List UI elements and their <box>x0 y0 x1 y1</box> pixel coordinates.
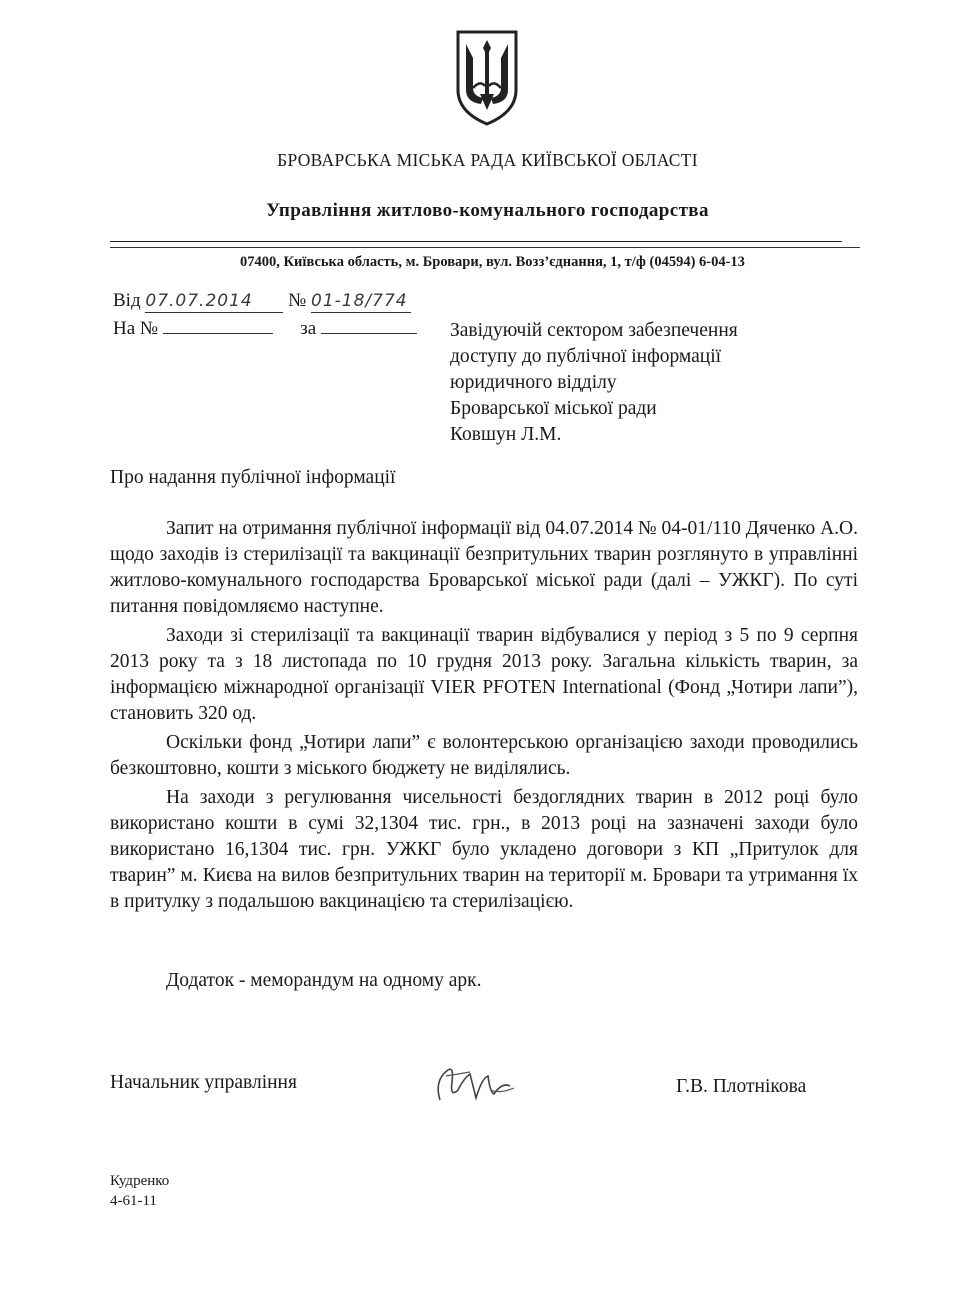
annex-note: Додаток - меморандум на одному арк. <box>166 970 482 991</box>
outgoing-number-field <box>311 290 411 313</box>
addressee-line: юридичного відділу <box>450 372 617 393</box>
addressee-line: доступу до публічної інформації <box>450 346 722 367</box>
addressee-line: Ковшун Л.М. <box>450 424 562 445</box>
executor-name: Кудренко <box>110 1173 170 1189</box>
executor-phone: 4-61-11 <box>110 1193 157 1209</box>
department-name: Управління житлово-комунального господарства <box>266 200 709 221</box>
addressee-line: Завідуючій сектором забезпечення <box>450 320 738 341</box>
department-address: 07400, Київська область, м. Бровари, вул. Возз’єднання, 1, т/ф (04594) 6-04-13 <box>240 254 745 270</box>
ref-date-blank <box>321 333 417 334</box>
body-paragraph: На заходи з регулювання чисельності бездоглядних тварин в 2012 році було використано кошти в сумі 32,1304 тис. грн., в 2013 році на зазначені заходи було використано 16,1304 тис. грн. УЖКГ було укладено договори з КП „Притулок для тварин” м. Києва на вилов безпритульних тварин на території м. Бровари та утримання їх в притулку з подальшою вакцинацією та стерилізацією. <box>110 787 858 912</box>
addressee-block <box>450 318 738 448</box>
outgoing-number: 01-18/774 <box>311 291 408 311</box>
signatory-title: Начальник управління <box>110 1072 297 1093</box>
letter-subject: Про надання публічної інформації <box>110 467 396 488</box>
body-paragraph: Запит на отримання публічної інформації від 04.07.2014 № 04-01/110 Дяченко А.О. щодо заходів із стерилізації та вакцинації безпритульних тварин розглянуто в управлінні житлово-комунального господарства Броварської міської ради (далі – УЖКГ). По суті питання повідомляємо наступне. <box>110 518 858 617</box>
outgoing-date: 07.07.2014 <box>145 291 253 311</box>
header-divider-bottom <box>110 247 860 248</box>
letter-body <box>110 516 858 918</box>
ref-date-label: за <box>300 318 317 339</box>
ref-label: На № <box>113 318 159 339</box>
registration-line <box>113 290 411 313</box>
ref-number-blank <box>163 333 273 334</box>
body-paragraph: Заходи зі стерилізації та вакцинації тварин відбувалися у період з 5 по 9 серпня 2013 року та з 18 листопада по 10 грудня 2013 року. Загальна кількість тварин, за інформацією міжнародної організації VIER PFOTEN International (Фонд „Чотири лапи”), становить 320 од. <box>110 625 858 724</box>
signatory-name: Г.В. Плотнікова <box>676 1076 807 1097</box>
number-label: № <box>288 290 307 311</box>
council-name: БРОВАРСЬКА МІСЬКА РАДА КИЇВСЬКОЇ ОБЛАСТІ <box>277 150 698 170</box>
executor-block <box>110 1171 169 1211</box>
header-divider-top <box>110 241 842 242</box>
handwritten-signature-icon <box>430 1060 520 1110</box>
reference-line <box>113 318 417 340</box>
addressee-line: Броварської міської ради <box>450 398 657 419</box>
trident-emblem-icon <box>452 28 522 128</box>
from-label: Від <box>113 290 141 311</box>
outgoing-date-field <box>145 290 283 313</box>
body-paragraph: Оскільки фонд „Чотири лапи” є волонтерською організацією заходи проводились безкоштовно, кошти з міського бюджету не виділялись. <box>110 732 858 779</box>
